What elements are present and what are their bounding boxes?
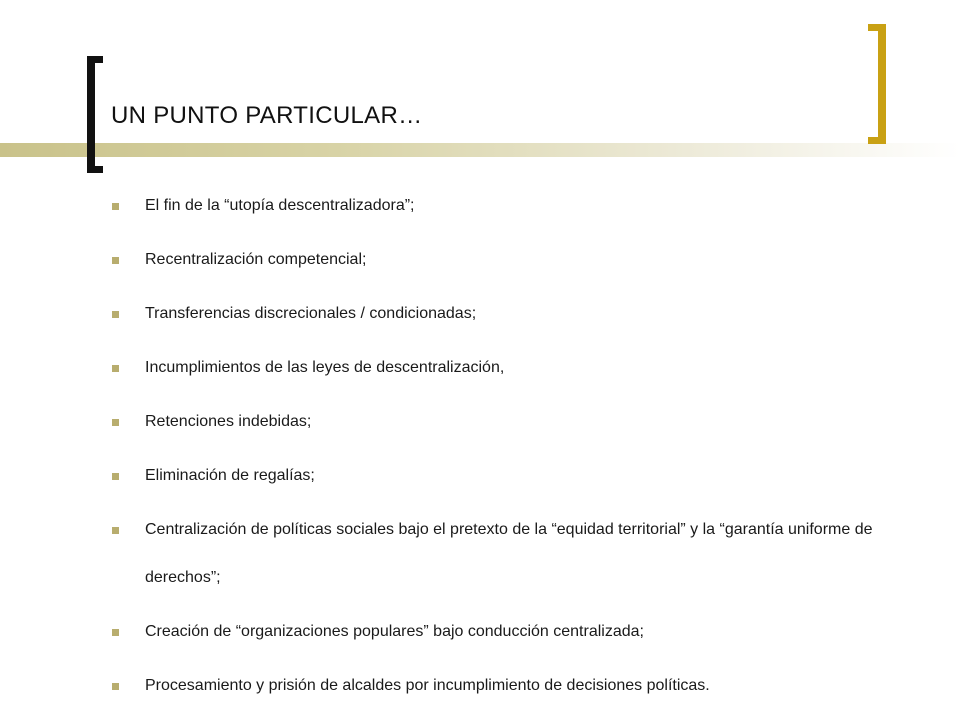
list-item-text: Incumplimientos de las leyes de descentralización, (145, 359, 505, 376)
square-bullet-icon (112, 683, 119, 690)
list-item-text: Recentralización competencial; (145, 251, 367, 268)
list-item (112, 673, 892, 699)
title-underline-band (0, 143, 960, 157)
square-bullet-icon (112, 527, 119, 534)
list-item-text: Eliminación de regalías; (145, 467, 315, 484)
square-bullet-icon (112, 257, 119, 264)
list-item-text: Centralización de políticas sociales bajo el pretexto de la “equidad territorial” y la “garantía uniforme de derechos”; (145, 521, 873, 586)
list-item (112, 463, 892, 489)
list-item-text: Retenciones indebidas; (145, 413, 312, 430)
left-bracket-decoration (87, 56, 103, 173)
slide-title: UN PUNTO PARTICULAR… (111, 102, 423, 129)
list-item (112, 301, 892, 327)
square-bullet-icon (112, 629, 119, 636)
list-item-text: Creación de “organizaciones populares” bajo conducción centralizada; (145, 623, 644, 640)
list-item (112, 409, 892, 435)
list-item (112, 193, 892, 219)
list-item-text: El fin de la “utopía descentralizadora”; (145, 197, 415, 214)
list-item (112, 355, 892, 381)
right-bracket-decoration (868, 24, 886, 144)
list-item (112, 506, 892, 602)
list-item-text: Transferencias discrecionales / condicionadas; (145, 305, 477, 322)
square-bullet-icon (112, 203, 119, 210)
list-item (112, 619, 892, 645)
square-bullet-icon (112, 365, 119, 372)
bullet-list (112, 193, 892, 720)
square-bullet-icon (112, 311, 119, 318)
square-bullet-icon (112, 419, 119, 426)
square-bullet-icon (112, 473, 119, 480)
list-item-text: Procesamiento y prisión de alcaldes por incumplimiento de decisiones políticas. (145, 677, 710, 694)
list-item (112, 247, 892, 273)
